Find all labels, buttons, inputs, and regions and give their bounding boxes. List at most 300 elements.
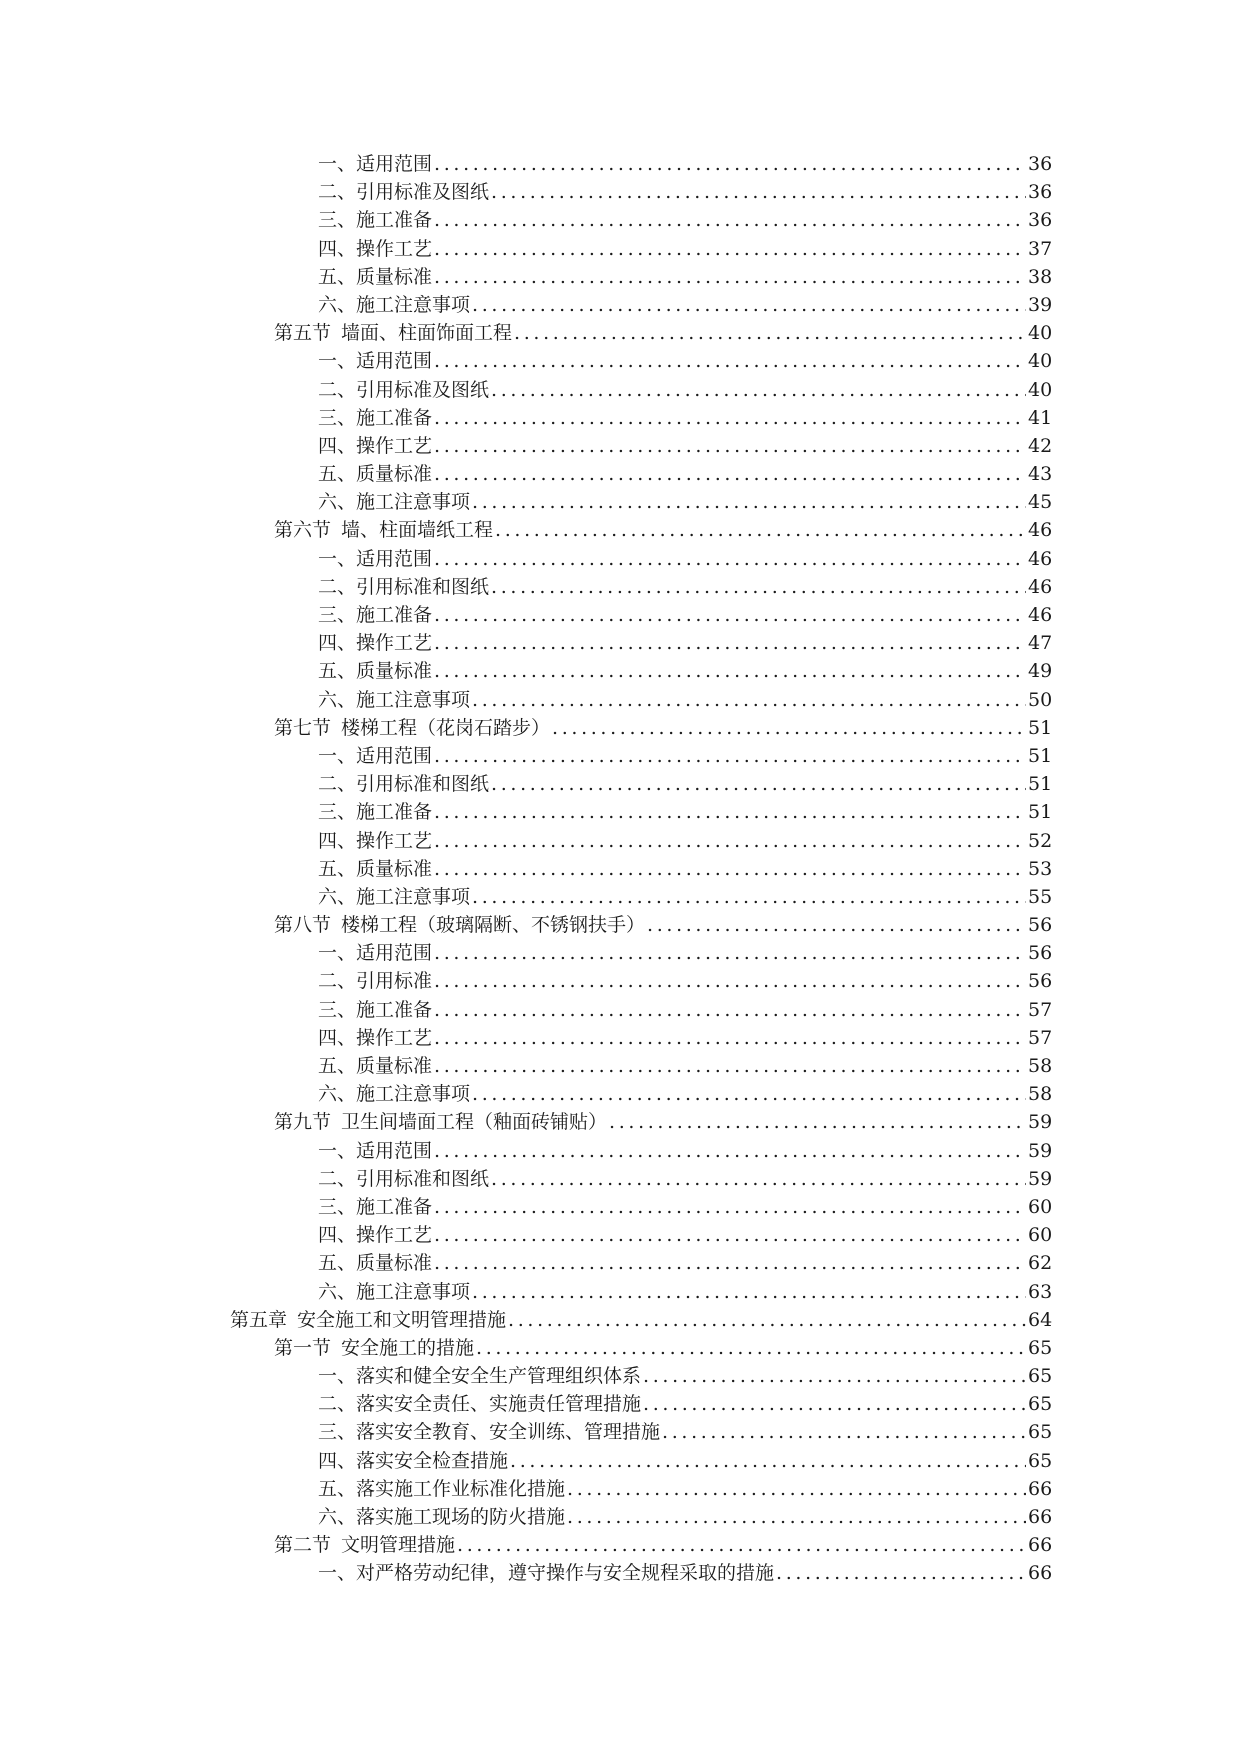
toc-subsection-entry[interactable]: [318, 347, 1053, 375]
toc-entry-title: 操作工艺: [356, 829, 433, 852]
toc-entry-title: 施工注意事项: [356, 293, 471, 316]
dot-leader: [567, 1503, 1026, 1531]
toc-entry-number: 四、: [318, 632, 357, 655]
toc-page-number: 66: [1028, 1477, 1053, 1500]
toc-row: [0, 488, 1241, 516]
dot-leader: [491, 770, 1026, 798]
toc-page-number: 36: [1028, 209, 1053, 232]
dot-leader: [434, 545, 1026, 573]
toc-page-number: 56: [1028, 942, 1053, 965]
dot-leader: [491, 573, 1026, 601]
toc-entry-title: 落实施工现场的防火措施: [356, 1506, 566, 1528]
toc-subsection-entry[interactable]: [318, 601, 1053, 629]
toc-subsection-entry[interactable]: [318, 1362, 1053, 1390]
toc-row: [0, 573, 1241, 601]
dot-leader: [491, 1165, 1026, 1193]
dot-leader: [434, 939, 1026, 967]
toc-entry-title: 操作工艺: [356, 434, 433, 457]
toc-entry-number: 第九节: [274, 1111, 332, 1134]
toc-entry-title: 落实安全教育、安全训练、管理措施: [356, 1421, 661, 1444]
toc-entry-number: 一、: [318, 1365, 357, 1388]
toc-entry-title: 引用标准和图纸: [356, 773, 490, 796]
toc-entry-number: 六、: [318, 1280, 357, 1303]
toc-page-number: 51: [1028, 716, 1053, 739]
toc-page-number: 60: [1028, 1195, 1053, 1218]
toc-row: [0, 1447, 1241, 1475]
toc-row: [0, 460, 1241, 488]
toc-row: [0, 770, 1241, 798]
toc-entry-title: 安全施工和文明管理措施: [297, 1308, 507, 1331]
toc-page-number: 59: [1028, 1111, 1053, 1134]
toc-page-number: 49: [1028, 660, 1053, 683]
toc-entry-number: 二、: [318, 773, 357, 796]
toc-subsection-entry[interactable]: [318, 996, 1053, 1024]
toc-page-number: 64: [1028, 1308, 1053, 1331]
dot-leader: [434, 742, 1026, 770]
toc-entry-title: 适用范围: [356, 1139, 433, 1162]
toc-section-entry[interactable]: [274, 1531, 1053, 1559]
toc-row: [0, 1334, 1241, 1362]
toc-row: [0, 827, 1241, 855]
toc-page-number: 55: [1028, 885, 1053, 908]
toc-entry-title: 楼梯工程（花岗石踏步）: [341, 716, 551, 739]
toc-entry-number: 第六节: [274, 519, 332, 542]
toc-entry-title: 质量标准: [356, 857, 433, 880]
toc-row: [0, 432, 1241, 460]
toc-entry-title: 楼梯工程（玻璃隔断、不锈钢扶手）: [341, 914, 646, 937]
toc-entry-number: 第五节: [274, 322, 332, 345]
toc-entry-title: 施工准备: [356, 801, 433, 824]
dot-leader: [434, 855, 1026, 883]
dot-leader: [434, 347, 1026, 375]
toc-entry-number: 五、: [318, 1477, 357, 1500]
toc-entry-title: 施工注意事项: [356, 885, 471, 908]
toc-subsection-entry[interactable]: [318, 1137, 1053, 1165]
toc-subsection-entry[interactable]: [318, 1390, 1053, 1418]
toc-entry-number: 四、: [318, 829, 357, 852]
toc-row: [0, 235, 1241, 263]
toc-entry-number: 三、: [318, 801, 357, 824]
toc-page-number: 37: [1028, 237, 1053, 260]
toc-section-entry[interactable]: [274, 714, 1053, 742]
dot-leader: [472, 1080, 1026, 1108]
toc-entry-number: 二、: [318, 181, 357, 204]
toc-row: [0, 1052, 1241, 1080]
toc-page-number: 56: [1028, 914, 1053, 937]
dot-leader: [643, 1390, 1026, 1418]
toc-subsection-entry[interactable]: [318, 263, 1053, 291]
toc-entry-title: 质量标准: [356, 265, 433, 288]
toc-entry-title: 操作工艺: [356, 1224, 433, 1247]
toc-page-number: 52: [1028, 829, 1053, 852]
toc-subsection-entry[interactable]: [318, 883, 1053, 911]
dot-leader: [776, 1559, 1026, 1587]
dot-leader: [514, 319, 1026, 347]
toc-row: [0, 206, 1241, 234]
dot-leader: [434, 404, 1026, 432]
toc-row: [0, 883, 1241, 911]
toc-page-number: 46: [1028, 547, 1053, 570]
toc-row: [0, 1221, 1241, 1249]
toc-section-entry[interactable]: [274, 1334, 1053, 1362]
toc-entry-title: 适用范围: [356, 942, 433, 965]
toc-entry-number: 三、: [318, 209, 357, 232]
table-of-contents: [0, 150, 1241, 1588]
toc-row: [0, 1108, 1241, 1136]
toc-row: [0, 657, 1241, 685]
toc-subsection-entry[interactable]: [318, 376, 1053, 404]
toc-row: [0, 150, 1241, 178]
dot-leader: [434, 827, 1026, 855]
toc-entry-number: 三、: [318, 998, 357, 1021]
toc-subsection-entry[interactable]: [318, 432, 1053, 460]
toc-entry-title: 文明管理措施: [341, 1534, 456, 1557]
toc-entry-number: 四、: [318, 1026, 357, 1049]
toc-page-number: 65: [1028, 1365, 1053, 1388]
toc-subsection-entry[interactable]: [318, 742, 1053, 770]
toc-page-number: 43: [1028, 463, 1053, 486]
toc-row: [0, 742, 1241, 770]
toc-row: [0, 263, 1241, 291]
toc-entry-title: 操作工艺: [356, 632, 433, 655]
toc-page-number: 40: [1028, 350, 1053, 373]
toc-page-number: 59: [1028, 1167, 1053, 1190]
toc-subsection-entry[interactable]: [318, 235, 1053, 263]
toc-row: [0, 1249, 1241, 1277]
toc-entry-title: 施工注意事项: [356, 1280, 471, 1303]
toc-subsection-entry[interactable]: [318, 573, 1053, 601]
toc-subsection-entry[interactable]: [318, 150, 1053, 178]
toc-entry-number: 第五章: [230, 1308, 288, 1331]
toc-row: [0, 516, 1241, 544]
toc-page-number: 60: [1028, 1224, 1053, 1247]
toc-entry-title: 引用标准及图纸: [356, 181, 490, 204]
toc-subsection-entry[interactable]: [318, 1165, 1053, 1193]
toc-page-number: 65: [1028, 1336, 1053, 1359]
dot-leader: [434, 1193, 1026, 1221]
dot-leader: [434, 657, 1026, 685]
toc-entry-title: 施工注意事项: [356, 688, 471, 711]
toc-row: [0, 911, 1241, 939]
toc-row: [0, 1278, 1241, 1306]
toc-entry-title: 安全施工的措施: [341, 1336, 475, 1359]
toc-row: [0, 1503, 1241, 1531]
toc-page-number: 58: [1028, 1083, 1053, 1106]
toc-row: [0, 855, 1241, 883]
dot-leader: [495, 516, 1026, 544]
dot-leader: [472, 488, 1026, 516]
toc-entry-title: 施工注意事项: [356, 491, 471, 514]
toc-subsection-entry[interactable]: [318, 1221, 1053, 1249]
toc-page-number: 65: [1028, 1449, 1053, 1472]
toc-page-number: 57: [1028, 998, 1053, 1021]
dot-leader: [508, 1306, 1026, 1334]
toc-page-number: 50: [1028, 688, 1053, 711]
toc-entry-title: 质量标准: [356, 463, 433, 486]
toc-row: [0, 1193, 1241, 1221]
toc-entry-number: 第八节: [274, 914, 332, 937]
toc-page-number: 36: [1028, 153, 1053, 175]
dot-leader: [434, 263, 1026, 291]
toc-page-number: 59: [1028, 1139, 1053, 1162]
toc-page-number: 51: [1028, 801, 1053, 824]
toc-entry-title: 落实施工作业标准化措施: [356, 1477, 566, 1500]
toc-page-number: 51: [1028, 773, 1053, 796]
toc-entry-number: 四、: [318, 1224, 357, 1247]
dot-leader: [434, 1052, 1026, 1080]
dot-leader: [434, 996, 1026, 1024]
toc-entry-number: 四、: [318, 434, 357, 457]
toc-page-number: 42: [1028, 434, 1053, 457]
dot-leader: [434, 460, 1026, 488]
toc-row: [0, 629, 1241, 657]
toc-subsection-entry[interactable]: [318, 1475, 1053, 1503]
toc-entry-number: 一、: [318, 1139, 357, 1162]
toc-row: [0, 601, 1241, 629]
toc-entry-number: 六、: [318, 1506, 357, 1528]
toc-subsection-entry[interactable]: [318, 291, 1053, 319]
dot-leader: [643, 1362, 1026, 1390]
toc-entry-title: 操作工艺: [356, 1026, 433, 1049]
toc-entry-title: 落实安全检查措施: [356, 1449, 509, 1472]
dot-leader: [434, 1221, 1026, 1249]
toc-entry-number: 五、: [318, 1252, 357, 1275]
toc-row: [0, 347, 1241, 375]
toc-subsection-entry[interactable]: [318, 545, 1053, 573]
toc-entry-number: 三、: [318, 406, 357, 429]
dot-leader: [567, 1475, 1026, 1503]
toc-entry-number: 第二节: [274, 1534, 332, 1557]
toc-entry-number: 二、: [318, 378, 357, 401]
toc-entry-title: 适用范围: [356, 350, 433, 373]
toc-entry-title: 质量标准: [356, 660, 433, 683]
dot-leader: [552, 714, 1026, 742]
toc-entry-number: 一、: [318, 350, 357, 373]
toc-page-number: 65: [1028, 1393, 1053, 1416]
toc-entry-title: 操作工艺: [356, 237, 433, 260]
toc-subsection-entry[interactable]: [318, 770, 1053, 798]
toc-page-number: 40: [1028, 322, 1053, 345]
toc-subsection-entry[interactable]: [318, 686, 1053, 714]
toc-subsection-entry[interactable]: [318, 404, 1053, 432]
toc-page-number: 47: [1028, 632, 1053, 655]
toc-row: [0, 319, 1241, 347]
toc-entry-title: 适用范围: [356, 153, 433, 175]
toc-entry-number: 四、: [318, 1449, 357, 1472]
toc-entry-number: 六、: [318, 1083, 357, 1106]
toc-subsection-entry[interactable]: [318, 1418, 1053, 1446]
toc-page-number: 65: [1028, 1421, 1053, 1444]
toc-row: [0, 1390, 1241, 1418]
dot-leader: [491, 376, 1026, 404]
toc-page-number: 51: [1028, 744, 1053, 767]
toc-row: [0, 1475, 1241, 1503]
toc-entry-title: 墙面、柱面饰面工程: [341, 322, 513, 345]
toc-page-number: 46: [1028, 575, 1053, 598]
toc-subsection-entry[interactable]: [318, 657, 1053, 685]
dot-leader: [476, 1334, 1026, 1362]
dot-leader: [457, 1531, 1026, 1559]
dot-leader: [434, 798, 1026, 826]
toc-page-number: 66: [1028, 1506, 1053, 1528]
toc-subsection-entry[interactable]: [318, 460, 1053, 488]
toc-entry-number: 五、: [318, 1055, 357, 1077]
dot-leader: [434, 1024, 1026, 1052]
toc-subsection-entry[interactable]: [318, 1080, 1053, 1108]
dot-leader: [510, 1447, 1026, 1475]
toc-row: [0, 996, 1241, 1024]
toc-entry-title: 引用标准和图纸: [356, 575, 490, 598]
dot-leader: [434, 629, 1026, 657]
toc-subsection-entry[interactable]: [318, 855, 1053, 883]
toc-page-number: 66: [1028, 1534, 1053, 1557]
toc-subsection-entry[interactable]: [318, 827, 1053, 855]
toc-entry-number: 六、: [318, 491, 357, 514]
dot-leader: [647, 911, 1026, 939]
toc-subsection-entry[interactable]: [318, 1024, 1053, 1052]
toc-row: [0, 714, 1241, 742]
toc-row: [0, 939, 1241, 967]
toc-subsection-entry[interactable]: [318, 798, 1053, 826]
toc-page-number: 66: [1028, 1562, 1053, 1585]
dot-leader: [472, 686, 1026, 714]
toc-entry-title: 施工注意事项: [356, 1083, 471, 1106]
toc-entry-number: 一、: [318, 153, 357, 175]
toc-row: [0, 1362, 1241, 1390]
toc-row: [0, 1559, 1241, 1587]
toc-subsection-entry[interactable]: [318, 1503, 1053, 1531]
toc-entry-number: 二、: [318, 1167, 357, 1190]
toc-entry-title: 落实和健全安全生产管理组织体系: [356, 1365, 642, 1388]
toc-subsection-entry[interactable]: [318, 1193, 1053, 1221]
toc-entry-number: 五、: [318, 857, 357, 880]
toc-entry-title: 墙、柱面墙纸工程: [341, 519, 494, 542]
toc-entry-title: 引用标准: [356, 970, 433, 993]
toc-entry-number: 第七节: [274, 716, 332, 739]
toc-row: [0, 1306, 1241, 1334]
dot-leader: [472, 883, 1026, 911]
toc-page-number: 39: [1028, 293, 1053, 316]
dot-leader: [662, 1418, 1026, 1446]
toc-entry-title: 施工准备: [356, 998, 433, 1021]
dot-leader: [434, 235, 1026, 263]
toc-subsection-entry[interactable]: [318, 1052, 1053, 1080]
dot-leader: [434, 601, 1026, 629]
toc-section-entry[interactable]: [274, 516, 1053, 544]
dot-leader: [472, 291, 1026, 319]
toc-entry-number: 一、: [318, 1562, 357, 1585]
toc-row: [0, 1418, 1241, 1446]
dot-leader: [434, 150, 1026, 178]
toc-page-number: 38: [1028, 265, 1053, 288]
toc-row: [0, 545, 1241, 573]
toc-row: [0, 376, 1241, 404]
toc-subsection-entry[interactable]: [318, 939, 1053, 967]
dot-leader: [434, 1137, 1026, 1165]
toc-page-number: 46: [1028, 519, 1053, 542]
toc-subsection-entry[interactable]: [318, 967, 1053, 995]
toc-entry-number: 二、: [318, 970, 357, 993]
toc-entry-title: 适用范围: [356, 547, 433, 570]
toc-subsection-entry[interactable]: [318, 178, 1053, 206]
toc-entry-title: 质量标准: [356, 1252, 433, 1275]
toc-entry-title: 施工准备: [356, 1195, 433, 1218]
toc-page-number: 36: [1028, 181, 1053, 204]
toc-row: [0, 1137, 1241, 1165]
dot-leader: [491, 178, 1026, 206]
toc-subsection-entry[interactable]: [318, 1559, 1053, 1587]
toc-entry-number: 三、: [318, 1195, 357, 1218]
toc-entry-number: 三、: [318, 1421, 357, 1444]
toc-section-entry[interactable]: [274, 911, 1053, 939]
toc-entry-number: 第一节: [274, 1336, 332, 1359]
toc-page-number: 45: [1028, 491, 1053, 514]
toc-entry-number: 三、: [318, 604, 357, 626]
toc-page-number: 53: [1028, 857, 1053, 880]
toc-subsection-entry[interactable]: [318, 1447, 1053, 1475]
toc-entry-number: 二、: [318, 575, 357, 598]
toc-page-number: 40: [1028, 378, 1053, 401]
toc-page-number: 41: [1028, 406, 1053, 429]
dot-leader: [434, 967, 1026, 995]
toc-subsection-entry[interactable]: [318, 1249, 1053, 1277]
dot-leader: [434, 432, 1026, 460]
toc-row: [0, 1531, 1241, 1559]
toc-section-entry[interactable]: [274, 1108, 1053, 1136]
toc-entry-title: 质量标准: [356, 1055, 433, 1077]
toc-page-number: 58: [1028, 1055, 1053, 1077]
toc-chapter-entry[interactable]: [230, 1306, 1053, 1334]
toc-entry-number: 五、: [318, 463, 357, 486]
toc-section-entry[interactable]: [274, 319, 1053, 347]
toc-page-number: 62: [1028, 1252, 1053, 1275]
toc-entry-number: 二、: [318, 1393, 357, 1416]
toc-page-number: 63: [1028, 1280, 1053, 1303]
toc-entry-title: 卫生间墙面工程（釉面砖铺贴）: [341, 1111, 608, 1134]
toc-entry-title: 施工准备: [356, 406, 433, 429]
toc-entry-title: 对严格劳动纪律，遵守操作与安全规程采取的措施: [356, 1562, 775, 1585]
toc-row: [0, 686, 1241, 714]
toc-entry-title: 引用标准和图纸: [356, 1167, 490, 1190]
toc-entry-title: 引用标准及图纸: [356, 378, 490, 401]
toc-entry-number: 一、: [318, 547, 357, 570]
toc-row: [0, 1080, 1241, 1108]
toc-entry-title: 落实安全责任、实施责任管理措施: [356, 1393, 642, 1416]
dot-leader: [609, 1108, 1026, 1136]
toc-entry-number: 六、: [318, 688, 357, 711]
toc-entry-number: 一、: [318, 942, 357, 965]
toc-row: [0, 1024, 1241, 1052]
toc-entry-number: 四、: [318, 237, 357, 260]
toc-entry-title: 施工准备: [356, 604, 433, 626]
toc-row: [0, 798, 1241, 826]
toc-entry-number: 五、: [318, 660, 357, 683]
toc-subsection-entry[interactable]: [318, 488, 1053, 516]
toc-entry-number: 六、: [318, 885, 357, 908]
dot-leader: [434, 206, 1026, 234]
toc-entry-number: 六、: [318, 293, 357, 316]
toc-subsection-entry[interactable]: [318, 1278, 1053, 1306]
dot-leader: [434, 1249, 1026, 1277]
toc-row: [0, 291, 1241, 319]
toc-entry-title: 施工准备: [356, 209, 433, 232]
toc-subsection-entry[interactable]: [318, 206, 1053, 234]
dot-leader: [472, 1278, 1026, 1306]
toc-page-number: 56: [1028, 970, 1053, 993]
toc-subsection-entry[interactable]: [318, 629, 1053, 657]
toc-row: [0, 178, 1241, 206]
toc-page-number: 46: [1028, 604, 1053, 626]
